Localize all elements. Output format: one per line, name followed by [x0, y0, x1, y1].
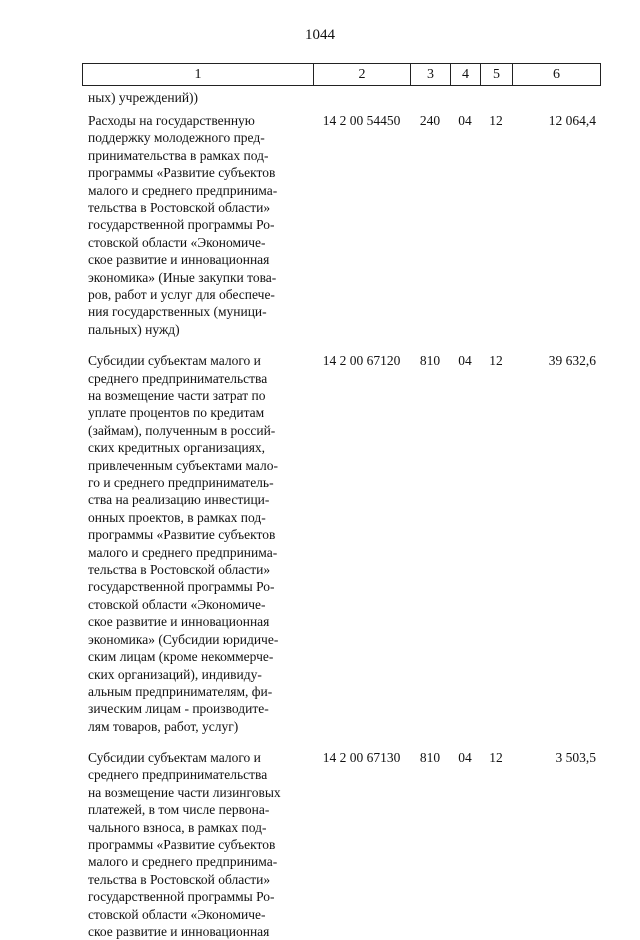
description-line: ских кредитных организациях,	[88, 440, 266, 456]
column-header-1: 1	[83, 64, 314, 86]
column-header-3: 3	[411, 64, 451, 86]
description-line: альным предпринимателям, фи-	[88, 683, 273, 699]
description-line: среднего предпринимательства	[88, 767, 268, 783]
description-line: ских организаций), индивиду-	[88, 666, 262, 682]
row-subsection: 12	[489, 353, 503, 369]
description-line: малого и среднего предпринима-	[88, 854, 278, 870]
row-description	[88, 112, 308, 338]
row-amount: 12 064,4	[548, 113, 596, 128]
description-line: экономика» (Иные закупки това-	[88, 269, 277, 285]
column-header-table	[82, 63, 601, 86]
row-description	[88, 352, 308, 735]
description-line: государственной программы Ро-	[88, 579, 275, 595]
description-line: стовской области «Экономиче-	[88, 596, 266, 612]
row-subsection: 12	[489, 750, 503, 765]
row-target-code: 14 2 00 54450	[322, 113, 401, 128]
description-line: (займам), полученным в россий-	[88, 422, 276, 438]
description-line: Субсидии субъектам малого и	[88, 353, 261, 369]
description-line: платежей, в том числе первона-	[88, 802, 270, 818]
description-line: государственной программы Ро-	[88, 217, 275, 233]
description-line: зическим лицам - производите-	[88, 701, 269, 717]
column-header-6: 6	[513, 64, 601, 86]
description-line: экономика» (Субсидии юридиче-	[88, 631, 279, 647]
description-line: тельства в Ростовской области»	[88, 200, 271, 216]
description-line: чального взноса, в рамках под-	[88, 819, 267, 835]
description-line: на возмещение части затрат по	[88, 388, 266, 403]
page-number: 1044	[305, 27, 335, 43]
description-line: онных проектов, в рамках под-	[88, 509, 266, 525]
row-section: 04	[458, 113, 472, 128]
row-amount: 3 503,5	[555, 750, 596, 765]
description-line: уплате процентов по кредитам	[88, 405, 265, 421]
description-line: го и среднего предприниматель-	[88, 475, 274, 491]
row-target-code: 14 2 00 67120	[322, 353, 401, 369]
row-expense-type: 240	[419, 113, 441, 128]
row-description	[88, 749, 308, 940]
column-header-2: 2	[314, 64, 411, 86]
column-header-4: 4	[451, 64, 481, 86]
description-line: принимательства в рамках под-	[88, 147, 269, 163]
description-line: пальных) нужд)	[88, 321, 180, 337]
row-expense-type: 810	[419, 353, 441, 369]
description-line: программы «Развитие субъектов	[88, 837, 276, 853]
row-amount: 39 632,6	[548, 353, 596, 369]
description-line: поддержку молодежного пред-	[88, 130, 265, 146]
description-line: ское развитие и инновационная	[88, 614, 270, 630]
description-line: стовской области «Экономиче-	[88, 906, 266, 922]
description-line: малого и среднего предпринима-	[88, 182, 278, 198]
description-line: Расходы на государственную	[88, 113, 255, 128]
description-line: государственной программы Ро-	[88, 889, 275, 905]
description-line: ства на реализацию инвестици-	[88, 492, 270, 508]
row-section: 04	[458, 353, 472, 369]
description-line: ским лицам (кроме некоммерче-	[88, 649, 274, 665]
description-line: лям товаров, работ, услуг)	[88, 718, 239, 734]
description-line: программы «Развитие субъектов	[88, 165, 276, 181]
column-header-row	[83, 64, 601, 86]
continuation-text: ных) учреждений))	[88, 90, 199, 105]
row-expense-type: 810	[419, 750, 441, 765]
description-line: Субсидии субъектам малого и	[88, 750, 261, 765]
row-subsection: 12	[489, 113, 503, 128]
description-line: среднего предпринимательства	[88, 370, 268, 386]
description-line: малого и среднего предпринима-	[88, 544, 278, 560]
description-line: ское развитие и инновационная	[88, 252, 270, 268]
description-line: стовской области «Экономиче-	[88, 234, 266, 250]
description-line: ния государственных (муници-	[88, 304, 267, 320]
description-line: ское развитие и инновационная	[88, 924, 270, 940]
row-section: 04	[458, 750, 472, 765]
description-line: тельства в Ростовской области»	[88, 871, 271, 887]
description-line: программы «Развитие субъектов	[88, 527, 276, 543]
row-target-code: 14 2 00 67130	[322, 750, 401, 765]
description-line: привлеченным субъектами мало-	[88, 457, 279, 473]
description-line: тельства в Ростовской области»	[88, 562, 271, 578]
description-line: на возмещение части лизинговых	[88, 784, 281, 800]
description-line: ров, работ и услуг для обеспече-	[88, 287, 275, 303]
column-header-5: 5	[481, 64, 513, 86]
